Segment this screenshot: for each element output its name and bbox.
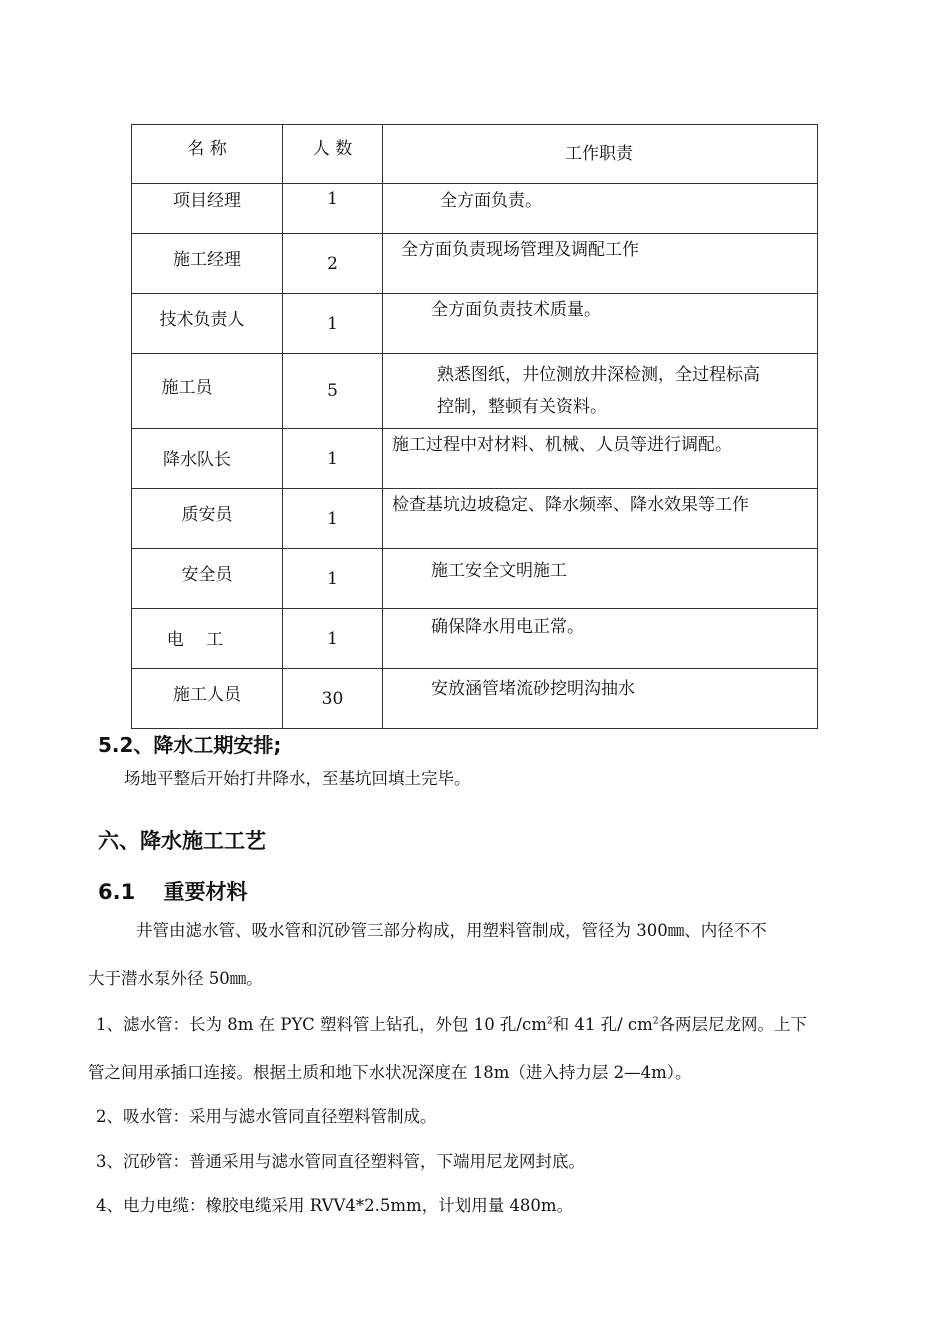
table-row <box>132 429 818 489</box>
row-name: 施工人员 <box>173 685 241 705</box>
item-2: 2、吸水管：采用与滤水管同直径塑料管制成。 <box>96 1107 437 1126</box>
table-row <box>132 184 818 234</box>
table-header-row <box>132 125 818 184</box>
table-row <box>132 489 818 549</box>
item-1-part-3: 各两层尼龙网。上下 <box>658 1015 808 1034</box>
header-count: 人 数 <box>312 138 353 159</box>
row-name: 技术负责人 <box>159 310 245 330</box>
item-4: 4、电力电缆：橡胶电缆采用 RVV4*2.5mm，计划用量 480m。 <box>96 1196 574 1215</box>
row-count: 2 <box>327 253 338 274</box>
table-row <box>132 354 818 429</box>
staff-table <box>131 124 818 729</box>
row-duty-line: 控制，整顿有关资料。 <box>437 397 607 417</box>
table-row <box>132 549 818 609</box>
row-count: 1 <box>327 628 338 649</box>
intro-line-1: 井管由滤水管、吸水管和沉砂管三部分构成，用塑料管制成，管径为 300㎜、内径不不 <box>136 921 767 940</box>
row-duty: 全方面负责。 <box>440 191 542 211</box>
row-duty: 全方面负责现场管理及调配工作 <box>401 240 639 260</box>
row-duty: 施工过程中对材料、机械、人员等进行调配。 <box>392 435 732 455</box>
row-duty: 安放涵管堵流砂挖明沟抽水 <box>431 679 635 699</box>
row-duty: 检查基坑边坡稳定、降水频率、降水效果等工作 <box>392 495 749 515</box>
table-row <box>132 294 818 354</box>
item-1-part-1: 1、滤水管：长为 8m 在 PYC 塑料管上钻孔，外包 10 孔/cm <box>96 1015 547 1034</box>
item-1-line-2: 管之间用承插口连接。根据土质和地下水状况深度在 18m（进入持力层 2—4m）。 <box>88 1063 692 1082</box>
row-count: 1 <box>327 313 338 334</box>
row-duty: 确保降水用电正常。 <box>431 617 584 637</box>
row-name: 安全员 <box>181 565 233 585</box>
row-count: 1 <box>327 568 338 589</box>
row-name: 降水队长 <box>163 450 231 470</box>
row-count: 5 <box>327 381 338 401</box>
header-duty: 工作职责 <box>565 143 633 164</box>
section-6-heading: 六、降水施工工艺 <box>98 829 266 853</box>
superscript: 2 <box>546 1016 553 1027</box>
row-name: 质安员 <box>181 505 233 525</box>
row-duty: 全方面负责技术质量。 <box>431 300 601 320</box>
table-row <box>132 609 818 669</box>
row-count: 1 <box>327 508 338 529</box>
superscript: 2 <box>652 1016 659 1027</box>
item-1-line-1 <box>96 1011 807 1035</box>
row-count: 30 <box>321 688 344 709</box>
intro-line-2: 大于潜水泵外径 50㎜。 <box>88 969 263 988</box>
table-row <box>132 669 818 729</box>
section-5-2-heading: 5.2、降水工期安排; <box>98 733 282 757</box>
item-3: 3、沉砂管：普通采用与滤水管同直径塑料管，下端用尼龙网封底。 <box>96 1152 585 1171</box>
row-name: 电 工 <box>166 630 224 650</box>
section-6-1-heading: 6.1 重要材料 <box>98 880 248 904</box>
row-name: 项目经理 <box>173 191 241 211</box>
header-name: 名 称 <box>187 138 227 159</box>
section-5-2-body: 场地平整后开始打井降水，至基坑回填土完毕。 <box>124 769 471 788</box>
row-count: 1 <box>327 448 338 469</box>
row-name: 施工员 <box>161 377 213 398</box>
table-row <box>132 234 818 294</box>
row-duty-line: 熟悉图纸，井位测放井深检测，全过程标高 <box>437 365 760 385</box>
row-duty: 施工安全文明施工 <box>431 561 567 581</box>
row-name: 施工经理 <box>173 250 241 270</box>
item-1-part-2: 和 41 孔/ cm <box>552 1015 653 1034</box>
row-count: 1 <box>327 188 338 209</box>
